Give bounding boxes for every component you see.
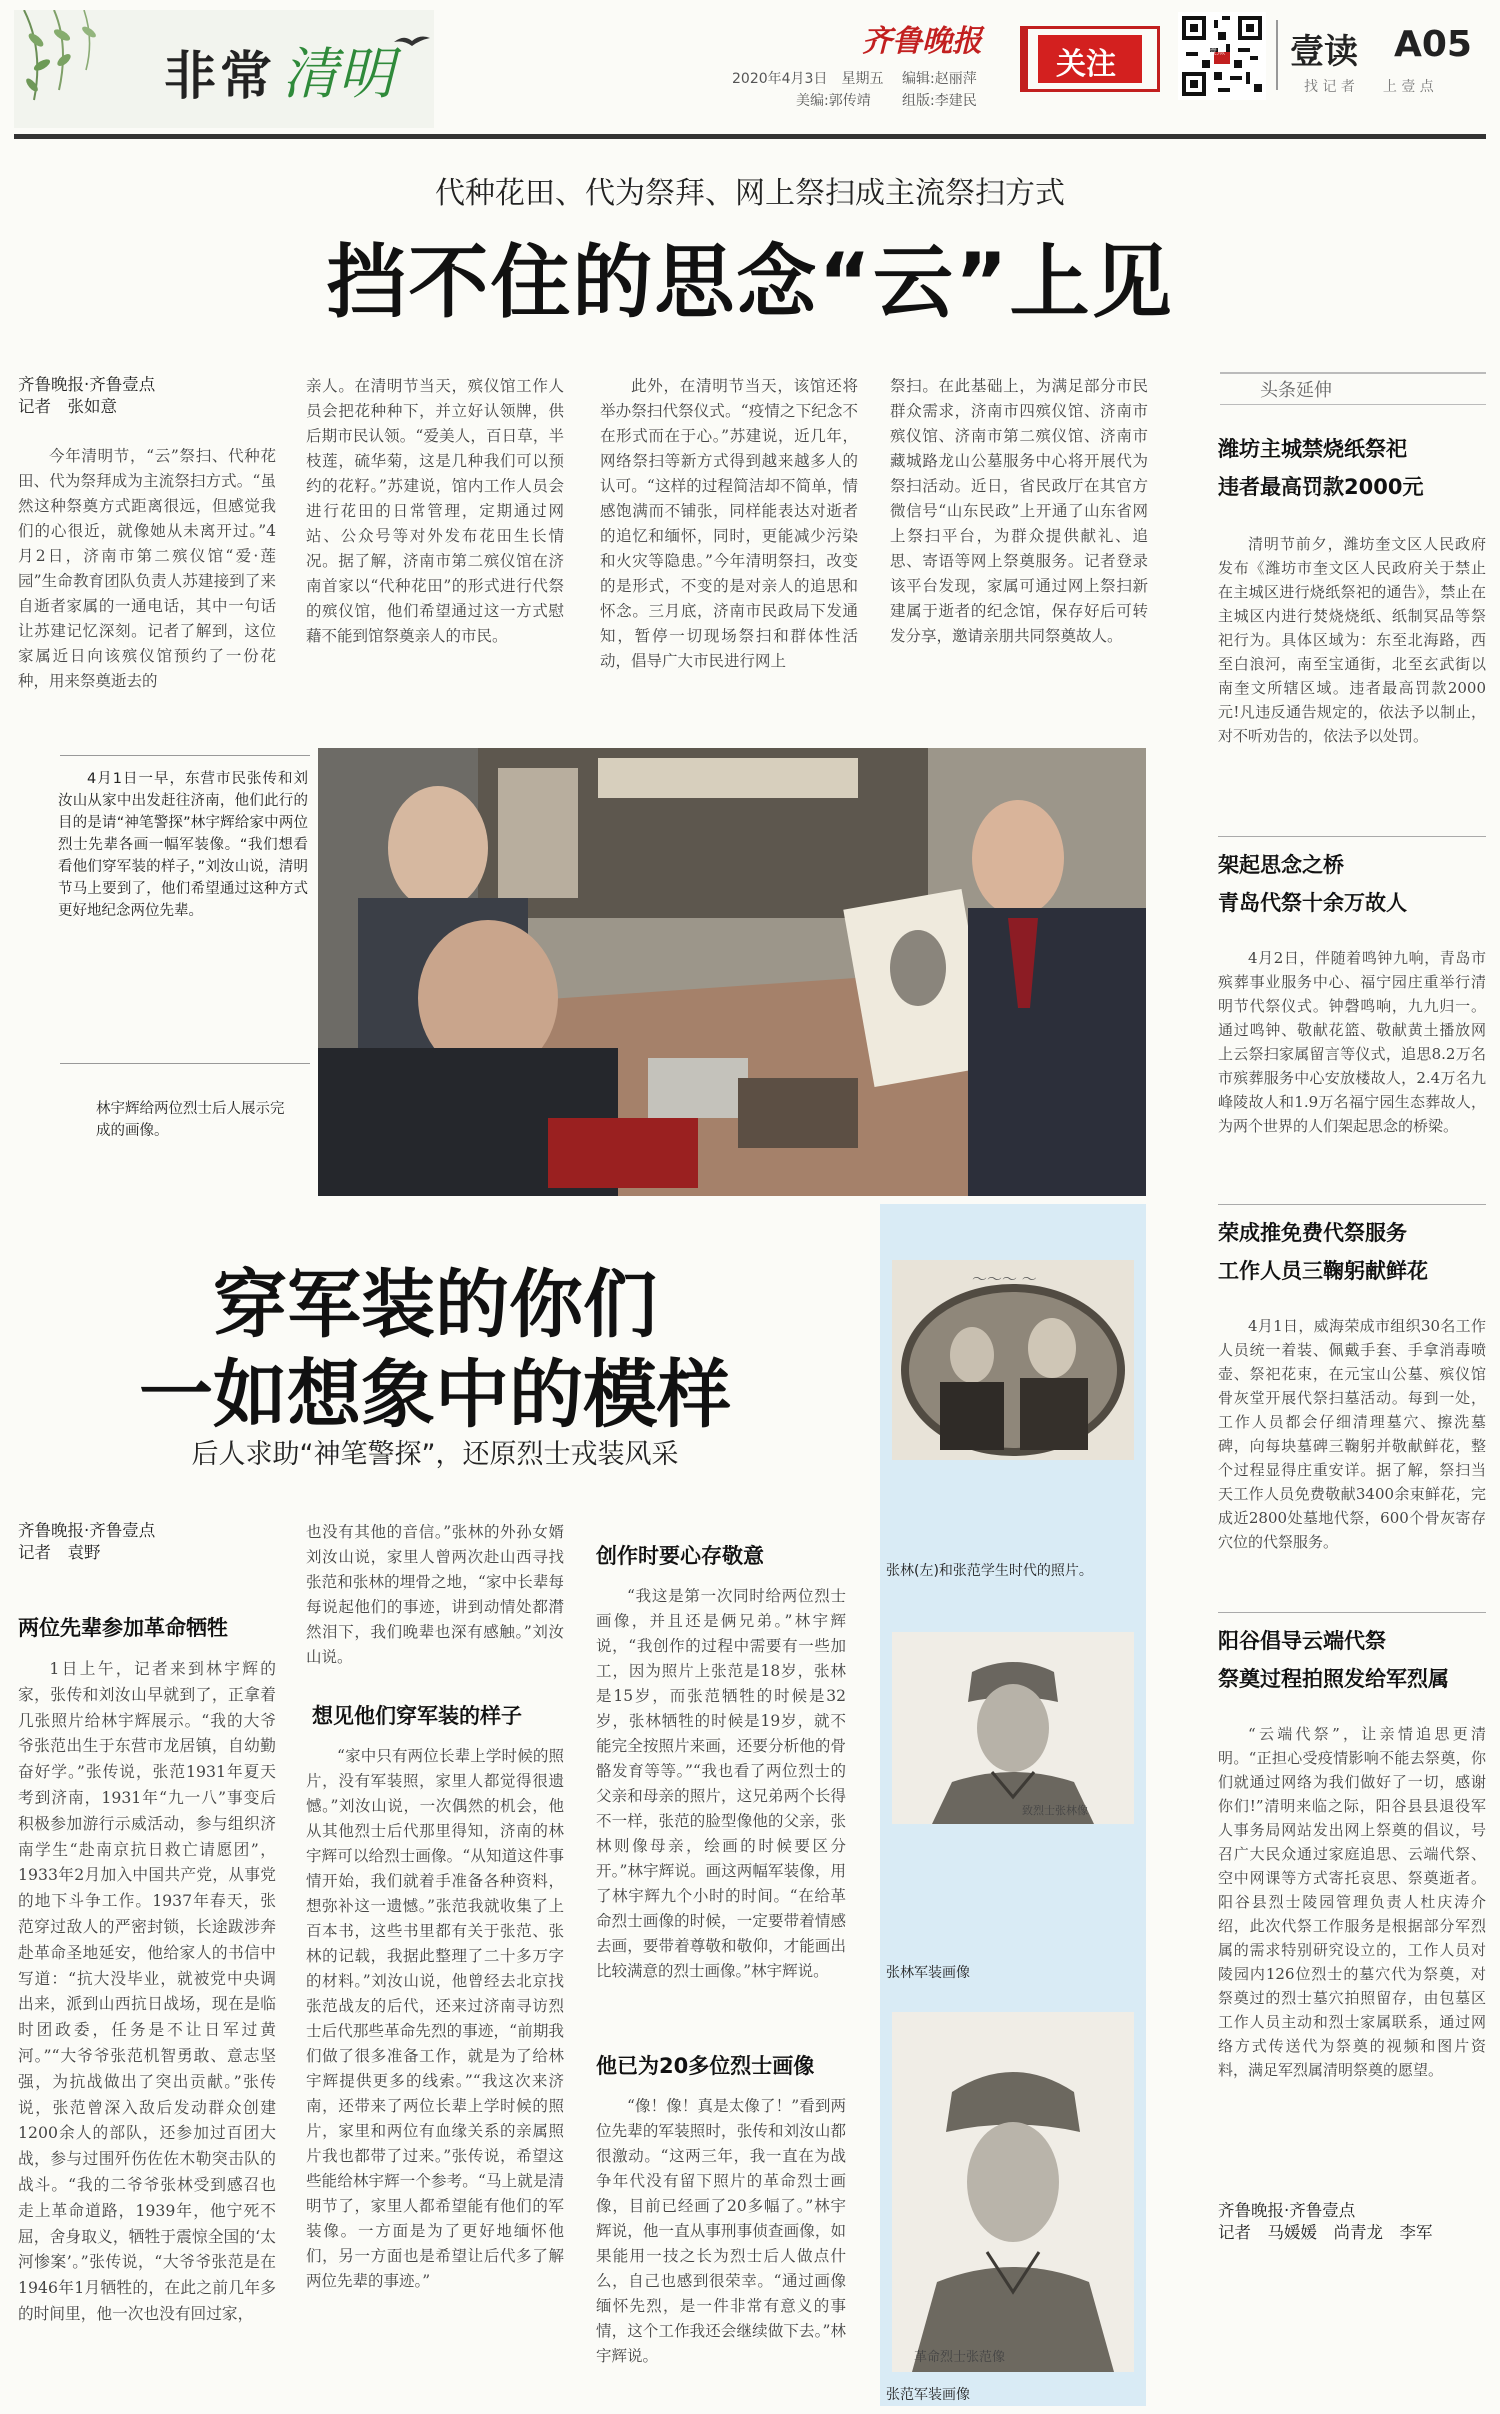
feature-subheadline: 后人求助“神笔警探”，还原烈士戎装风采 bbox=[191, 1439, 679, 1470]
sidebar-divider-2 bbox=[1218, 1204, 1486, 1205]
feature-col-1: 1日上午，记者来到林宇辉的家，张传和刘汝山早就到了，正拿着几张照片给林宇辉展示。“我的大爷爷张范出生于东营市龙居镇，自幼勤奋好学。”张传说，张范1931年夏天考到济南，1931年“九一八”事变后积极参加游行示威活动，参与组织济南学生“赴南京抗日救亡请愿团”，1933年2月加入中国共产党，从事党的地下斗争工作。1937年春天，张范穿过敌人的严密封锁，长途跋涉奔赴革命圣地延安，他给家人的书信中写道：“抗大没毕业，就被党中央调出来，派到山西抗日战场，现在是临时团政委，任务是不让日军过黄河。”“大爷爷张范机智勇敢、意志坚强，为抗战做出了突出贡献。”张传说，张范曾深入敌后发动群众创建1200余人的部队，还参加过百团大战，参与过围歼伤佐佐木勒突击队的战斗。“我的二爷爷张林受到感召也走上革命道路，1939年，他宁死不屈，舍身取义，牺牲于震惊全国的‘太河惨案’。”张传说，“大爷爷张范是在1946年1月牺牲的，在此之前几年多的时间里，他一次也没有回过家， bbox=[18, 1659, 276, 2323]
byline-reporter: 记者 张如意 bbox=[18, 397, 117, 416]
sidebar-item-3-body: 4月1日，威海荣成市组织30名工作人员统一着装、佩戴手套、手拿消毒喷壶、祭祀花束，在元宝山公墓、殡仪馆骨灰堂开展代祭扫墓活动。每到一处，工作人员都会仔细清理墓穴、擦洗墓碑，向每块墓碑三鞠躬并敬献鲜花，整个过程显得庄重安详。据了解，祭扫当天工作人员免费敬献3400余束鲜花，完成近2800处墓地代祭，600个骨灰寄存穴位的代祭服务。 bbox=[1218, 1317, 1486, 1551]
paper-name-logo: 齐鲁晚报 bbox=[862, 24, 982, 59]
willow-leaves-icon bbox=[14, 10, 164, 128]
sidebar-byline-outlet: 齐鲁晚报·齐鲁壹点 bbox=[1218, 2201, 1356, 2220]
sidebar-item-3-title2: 工作人员三鞠躬献鲜花 bbox=[1218, 1259, 1428, 1283]
page-number: A05 bbox=[1394, 24, 1472, 65]
header-divider bbox=[1276, 20, 1278, 90]
sidebar-item-2-body: 4月2日，伴随着鸣钟九响，青岛市殡葬事业服务中心、福宁园庄重举行清明节代祭仪式。钟磬鸣响，九九归一。通过鸣钟、敬献花篮、敬献黄土播放网上云祭扫家属留言等仪式，追思8.2万名市殡葬服务中心安放楼故人，2.4万名九峰陵故人和1.9万名福宁园生态葬故人，为两个世界的人们架起思念的桥梁。 bbox=[1218, 949, 1486, 1135]
photo1-caption-bottom: 林宇辉给两位烈士后人展示完成的画像。 bbox=[96, 1101, 285, 1139]
page-label: 壹读 bbox=[1290, 32, 1358, 72]
feature-subhead-2: 想见他们穿军装的样子 bbox=[312, 1704, 522, 1728]
header-rule bbox=[14, 134, 1486, 139]
feature-subhead-1: 两位先辈参加革命牺牲 bbox=[18, 1616, 228, 1640]
brothers-student-photo bbox=[892, 1260, 1134, 1460]
sidebar-item-4 bbox=[1218, 1622, 1486, 2082]
sidebar-item-4-title2: 祭奠过程拍照发给军烈属 bbox=[1218, 1667, 1449, 1691]
sidebar-item-2-title1: 架起思念之桥 bbox=[1218, 853, 1344, 877]
zhanglin-uniform-portrait bbox=[892, 1632, 1134, 1824]
sidebar-byline bbox=[1218, 2200, 1486, 2244]
portrait-caption-3: 张范军装画像 bbox=[886, 2387, 970, 2403]
header-banner bbox=[14, 10, 434, 128]
feature-col-3: “我这是第一次同时给两位烈士画像，并且还是俩兄弟。”林宇辉说，“我创作的过程中需要有一些加工，因为照片上张范是18岁，张林是15岁，而张范牺牲的时候是32岁，张林牺牲的时候是19岁，就不能完全按照片来画，还要分析他的骨骼发育等等。”“我也看了两位烈士的父亲和母亲的照片，这兄弟两个长得不一样，张范的脸型像他的父亲，张林则像母亲，绘画的时候要区分开。”林宇辉说。画这两幅军装像，用了林宇辉九个小时的时间。“在给革命烈士画像的时候，一定要带着情感去画，要带着尊敬和敬仰，才能画出比较满意的烈士画像。”林宇辉说。 bbox=[596, 1587, 846, 1980]
sidebar-item-1-title2: 违者最高罚款2000元 bbox=[1218, 475, 1424, 499]
feature-subhead-3: 创作时要心存敬意 bbox=[596, 1544, 764, 1568]
zhangfan-uniform-portrait bbox=[892, 2012, 1134, 2372]
section-title-green: 清明 bbox=[282, 42, 394, 107]
feature-col-3b: “像！像！真是太像了！”看到两位先辈的军装照时，张传和刘汝山都很激动。“这两三年，我一直在为战争年代没有留下照片的革命烈士画像，目前已经画了20多幅了。”林宇辉说，他一直从事刑事侦查画像，如果能用一技之长为烈士后人做点什么，自己也感到很荣幸。“通过画像缅怀先烈，是一件非常有意义的事情，这个工作我还会继续做下去。”林宇辉说。 bbox=[596, 2097, 846, 2365]
sidebar-byline-reporters: 记者 马媛媛 尚青龙 李军 bbox=[1218, 2223, 1433, 2242]
top-story-col-1: 今年清明节，“云”祭扫、代种花田、代为祭拜成为主流祭扫方式。“虽然这种祭奠方式距离很远，但感觉我们的心很近，就像她从未离开过。”4月2日，济南市第二殡仪馆“爱·莲园”生命教育团队负责人苏建接到了来自逝者家属的一通电话，其中一句话让苏建记忆深刻。记者了解到，这位家属近日向该殡仪馆预约了一份花种，用来祭奠逝去的 bbox=[18, 447, 276, 690]
sidebar-item-3-title1: 荣成推免费代祭服务 bbox=[1218, 1221, 1407, 1245]
swallow-icon bbox=[394, 32, 430, 50]
page-sub-label: 找 记 者 上 壹 点 bbox=[1304, 79, 1434, 95]
sidebar-item-1-body: 清明节前夕，潍坊奎文区人民政府发布《潍坊市奎文区人民政府关于禁止在主城区进行烧纸祭祀的通告》，禁止在主城区内进行焚烧烧纸、纸制冥品等祭祀行为。具体区域为：东至北海路，西至白浪河，南至宝通街，北至玄武街以南奎文所辖区域。违者最高罚款2000元!凡违反通告规定的，依法予以制止，对不听劝告的，依法予以处罚。 bbox=[1218, 535, 1486, 745]
proofreader-credit: 组版:李建民 bbox=[902, 93, 977, 109]
top-story-kicker: 代种花田、代为祭拜、网上祭扫成主流祭扫方式 bbox=[435, 176, 1065, 211]
top-story-col-4: 祭扫。在此基础上，为满足部分市民群众需求，济南市四殡仪馆、济南市殡仪馆、济南市第二殡仪馆、济南市藏城路龙山公墓服务中心将开展代为祭扫活动。近日，省民政厅在其官方微信号“山东民政”上开通了山东省网上祭扫平台，为群众提供献礼、追思、寄语等网上祭奠服务。记者登录该平台发现，家属可通过网上祭扫新建属于逝者的纪念馆，保存好后可转发分享，邀请亲朋共同祭奠故人。 bbox=[890, 377, 1148, 645]
zhangfan-inscription: 革命烈士张范像 bbox=[914, 2350, 1006, 2365]
feature-headline-line1: 穿军装的你们 bbox=[213, 1262, 657, 1348]
sidebar-item-3 bbox=[1218, 1214, 1486, 1554]
photo-inscription: 〜〜〜 〜 bbox=[972, 1270, 1037, 1288]
sidebar-divider-1 bbox=[1218, 836, 1486, 837]
feature-byline-reporter: 记者 袁野 bbox=[18, 1543, 101, 1562]
zhanglin-inscription: 致烈士张林像 bbox=[1022, 1804, 1088, 1817]
feature-byline bbox=[18, 1520, 278, 1564]
top-story-byline bbox=[18, 374, 268, 418]
photo1-caption-left: 4月1日一早，东营市民张传和刘汝山从家中出发赶往济南，他们此行的目的是请“神笔警探”林宇辉给家中两位烈士先辈各画一幅军装像。“我们想看看他们穿军装的样子，”刘汝山说，清明节马上要到了，他们希望通过这种方式更好地纪念两位先辈。 bbox=[58, 771, 308, 919]
top-story-headline: 挡不住的思念“云”上见 bbox=[326, 236, 1174, 329]
section-title-black: 非常 bbox=[164, 47, 277, 107]
portrait-caption-1: 张林(左)和张范学生时代的照片。 bbox=[886, 1563, 1093, 1579]
sidebar-item-2 bbox=[1218, 846, 1486, 1138]
artist-showing-portrait-photo bbox=[318, 748, 1146, 1196]
portrait-strip bbox=[880, 1204, 1146, 2406]
caption-divider-bottom bbox=[60, 1063, 310, 1064]
sidebar-header: 头条延伸 bbox=[1260, 380, 1332, 401]
feature-col-2b: “家中只有两位长辈上学时候的照片，没有军装照，家里人都觉得很遗憾。”刘汝山说，一次偶然的机会，他从其他烈士后代那里得知，济南的林宇辉可以给烈士画像。“从知道这件事情开始，我们就着手准备各种资料，想弥补这一遗憾。”张范我就收集了上百本书，这些书里都有关于张范、张林的记载，我据此整理了二十多万字的材料。”刘汝山说，他曾经去北京找张范战友的后代，还来过济南寻访烈士后代那些革命先烈的事迹，“前期我们做了很多准备工作，就是为了给林宇辉提供更多的线索。”“我这次来济南，还带来了两位长辈上学时候的照片，家里和两位有血缘关系的亲属照片我也都带了过来。”张传说，希望这些能给林宇辉一个参考。“马上就是清明节了，家里人都希望能有他们的军装像。一方面是为了更好地缅怀他们，另一方面也是希望让后代多了解两位先辈的事迹。” bbox=[306, 1747, 564, 2290]
follow-label: 关注 bbox=[1056, 47, 1116, 82]
sidebar-item-1 bbox=[1218, 430, 1486, 748]
feature-subhead-4: 他已为20多位烈士画像 bbox=[596, 2054, 815, 2078]
editor-credit: 编辑:赵丽萍 bbox=[902, 71, 977, 87]
caption-divider-top bbox=[60, 755, 310, 756]
follow-button[interactable] bbox=[1020, 26, 1160, 92]
byline-outlet: 齐鲁晚报·齐鲁壹点 bbox=[18, 375, 156, 394]
feature-col-2: 也没有其他的音信。”张林的外孙女婿刘汝山说，家里人曾两次赴山西寻找张范和张林的埋骨之地，“家中长辈每每说起他们的事迹，讲到动情处都潸然泪下，我们晚辈也深有感触。”刘汝山说。 bbox=[306, 1523, 564, 1666]
issue-date: 2020年4月3日 星期五 bbox=[732, 71, 884, 87]
sidebar-item-4-body: “云端代祭”，让亲情追思更清明。“正担心受疫情影响不能去祭奠，你们就通过网络为我们做好了一切，感谢你们!”清明来临之际，阳谷县县退役军人事务局网站发出网上祭奠的倡议，号召广大民众通过家庭追思、云端代祭、空中网课等方式寄托哀思、祭奠逝者。阳谷县烈士陵园管理负责人杜庆涛介绍，此次代祭工作服务是根据部分军烈属的需求特别研究设立的，工作人员对陵园内126位烈士的墓穴代为祭奠，对祭奠过的烈士墓穴拍照留存，由包墓区工作人员主动和烈士家属联系，通过网络方式传送代为祭奠的视频和图片资料，满足军烈属清明祭奠的愿望。 bbox=[1218, 1725, 1486, 2079]
sidebar-header-box bbox=[1220, 372, 1486, 405]
designer-credit: 美编:郭传靖 bbox=[796, 93, 871, 109]
top-story-col-2: 亲人。在清明节当天，殡仪馆工作人员会把花种种下，并立好认领牌，供后期市民认领。“爱美人，百日草，半枝莲，硫华菊，这是几种我们可以预约的花籽。”苏建说，馆内工作人员会进行花田的日常管理，定期通过网站、公众号等对外发布花田生长情况。据了解，济南市第二殡仪馆在济南首家以“代种花田”的形式进行代祭的殡仪馆，他们希望通过这一方式慰藉不能到馆祭奠亲人的市民。 bbox=[306, 377, 564, 645]
top-story-col-3: 此外，在清明节当天，该馆还将举办祭扫代祭仪式。“疫情之下纪念不在形式而在于心。”苏建说，近几年，网络祭扫等新方式得到越来越多人的认可。“这样的过程简洁却不简单，情感饱满而不铺张，同样能表达对逝者的追忆和缅怀，同时，更能减少污染和火灾等隐患。”今年清明祭扫，改变的是形式，不变的是对亲人的追思和怀念。三月底，济南市民政局下发通知，暂停一切现场祭扫和群体性活动，倡导广大市民进行网上 bbox=[600, 377, 858, 670]
qr-caption: 壹点 bbox=[1209, 47, 1225, 56]
sidebar-divider-3 bbox=[1218, 1612, 1486, 1613]
feature-byline-outlet: 齐鲁晚报·齐鲁壹点 bbox=[18, 1521, 156, 1540]
sidebar-item-2-title2: 青岛代祭十余万故人 bbox=[1218, 891, 1407, 915]
portrait-caption-2: 张林军装画像 bbox=[886, 1965, 970, 1981]
sidebar-item-1-title1: 潍坊主城禁烧纸祭祀 bbox=[1218, 437, 1407, 461]
page-header bbox=[14, 10, 1490, 128]
sidebar-item-4-title1: 阳谷倡导云端代祭 bbox=[1218, 1629, 1386, 1653]
feature-headline-line2: 一如想象中的模样 bbox=[139, 1352, 731, 1438]
